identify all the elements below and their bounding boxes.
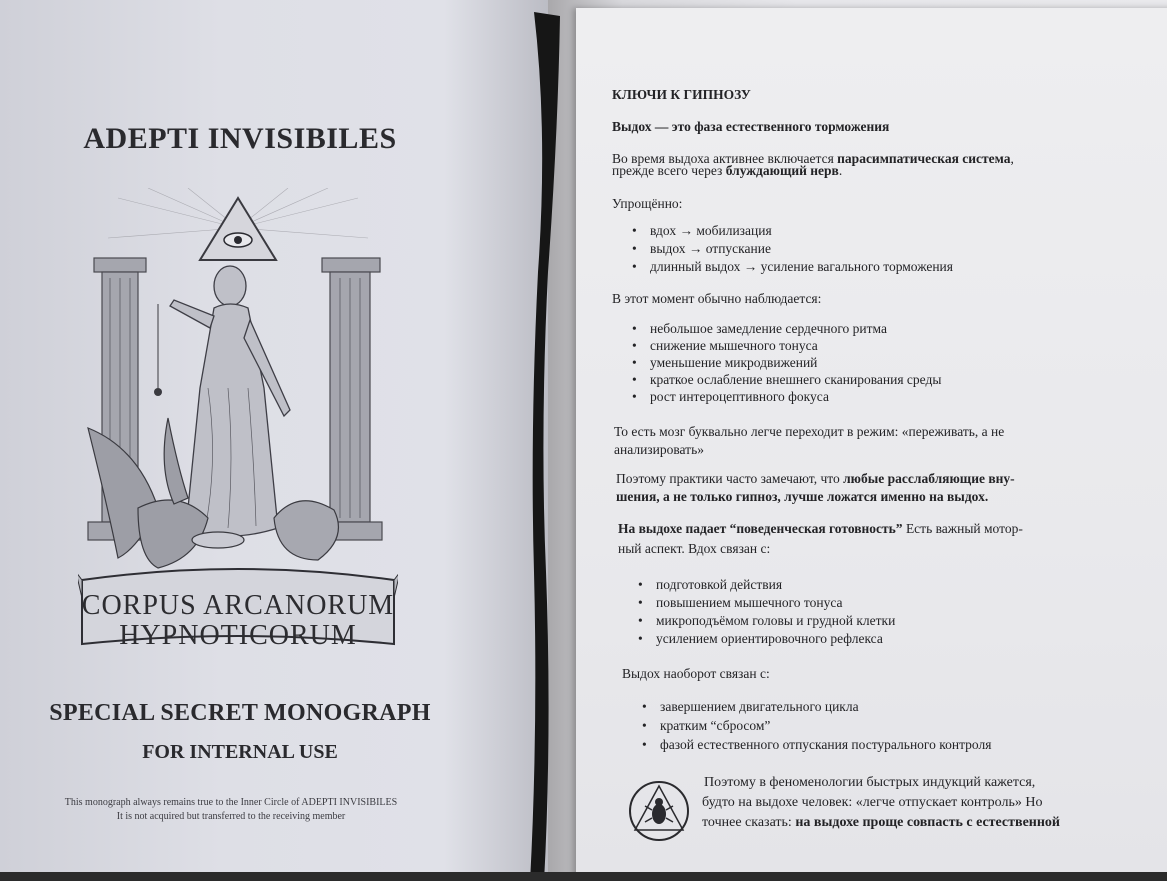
paragraph-3-line-2: шения, а не только гипноз, лучше ложатся именно на выдох. [616, 489, 989, 504]
paragraph-3-line-1: Поэтому практики часто замечают, что любые расслабляющие вну- [616, 471, 1015, 486]
list-item: • длинный выдох → усиление вагального торможения [650, 258, 953, 276]
exhale-label: Выдох наоборот связан с: [622, 666, 770, 681]
list-item: • фазой естественного отпускания постурального контроля [660, 736, 991, 754]
list-item: • усилением ориентировочного рефлекса [656, 630, 883, 648]
observed-label: В этот момент обычно наблюдается: [612, 291, 822, 306]
scarab-seal-icon [628, 780, 690, 842]
internal-use-label: FOR INTERNAL USE [142, 741, 338, 763]
sheet-subheading: Выдох — это фаза естественного торможения [612, 119, 890, 134]
footnote-line-2: It is not acquired but transferred to the receiving member [116, 811, 346, 822]
monograph-subtitle: SPECIAL SECRET MONOGRAPH [49, 700, 431, 726]
list-item: • кратким “сбросом” [660, 717, 770, 735]
paragraph-1-line-2: прежде всего через блуждающий нерв. [612, 163, 843, 178]
sheet-heading: КЛЮЧИ К ГИПНОЗУ [612, 87, 751, 102]
list-item: • краткое ослабление внешнего сканирования среды [650, 371, 941, 389]
paragraph-5-line-3: точнее сказать: на выдохе проще совпасть с естественной [702, 815, 1060, 830]
list-item: • выдох → отпускание [650, 240, 771, 258]
paragraph-2-line-2: анализировать» [614, 442, 704, 457]
paragraph-1-line-1: Во время выдоха активнее включается парасимпатическая система, [612, 151, 1014, 166]
paragraph-4-line-1: На выдохе падает “поведенческая готовность” Есть важный мотор- [618, 521, 1023, 536]
paragraph-4-line-2: ный аспект. Вдох связан с: [618, 541, 771, 556]
simplified-label: Упрощённо: [612, 196, 683, 211]
bottom-strip [0, 872, 1167, 881]
paragraph-2-line-1: То есть мозг буквально легче переходит в режим: «переживать, а не [614, 424, 1005, 439]
banner-line-1: CORPUS ARCANORUM [81, 590, 395, 621]
list-item: • снижение мышечного тонуса [650, 337, 818, 355]
paragraph-5-line-1: Поэтому в феноменологии быстрых индукций кажется, [704, 775, 1036, 790]
list-item: • завершением двигательного цикла [660, 698, 859, 716]
banner-line-2: HYPNOTICORUM [119, 620, 357, 651]
bookmark-ribbon [530, 12, 564, 881]
paragraph-5-line-2: будто на выдохе человек: «легче отпускает контроль» Но [702, 795, 1043, 810]
list-item: • повышением мышечного тонуса [656, 594, 843, 612]
list-item: • небольшое замедление сердечного ритма [650, 320, 887, 338]
list-item: • уменьшение микродвижений [650, 354, 817, 372]
list-item: • рост интероцептивного фокуса [650, 388, 829, 406]
list-item: • вдох → мобилизация [650, 222, 772, 240]
book-title: ADEPTI INVISIBILES [83, 122, 397, 155]
list-item: • подготовкой действия [656, 576, 782, 594]
eye-of-providence-icon [200, 198, 276, 260]
list-item: • микроподъёмом головы и грудной клетки [656, 612, 895, 630]
footnote-line-1: This monograph always remains true to the Inner Circle of ADEPTI INVISIBILES [64, 797, 398, 808]
